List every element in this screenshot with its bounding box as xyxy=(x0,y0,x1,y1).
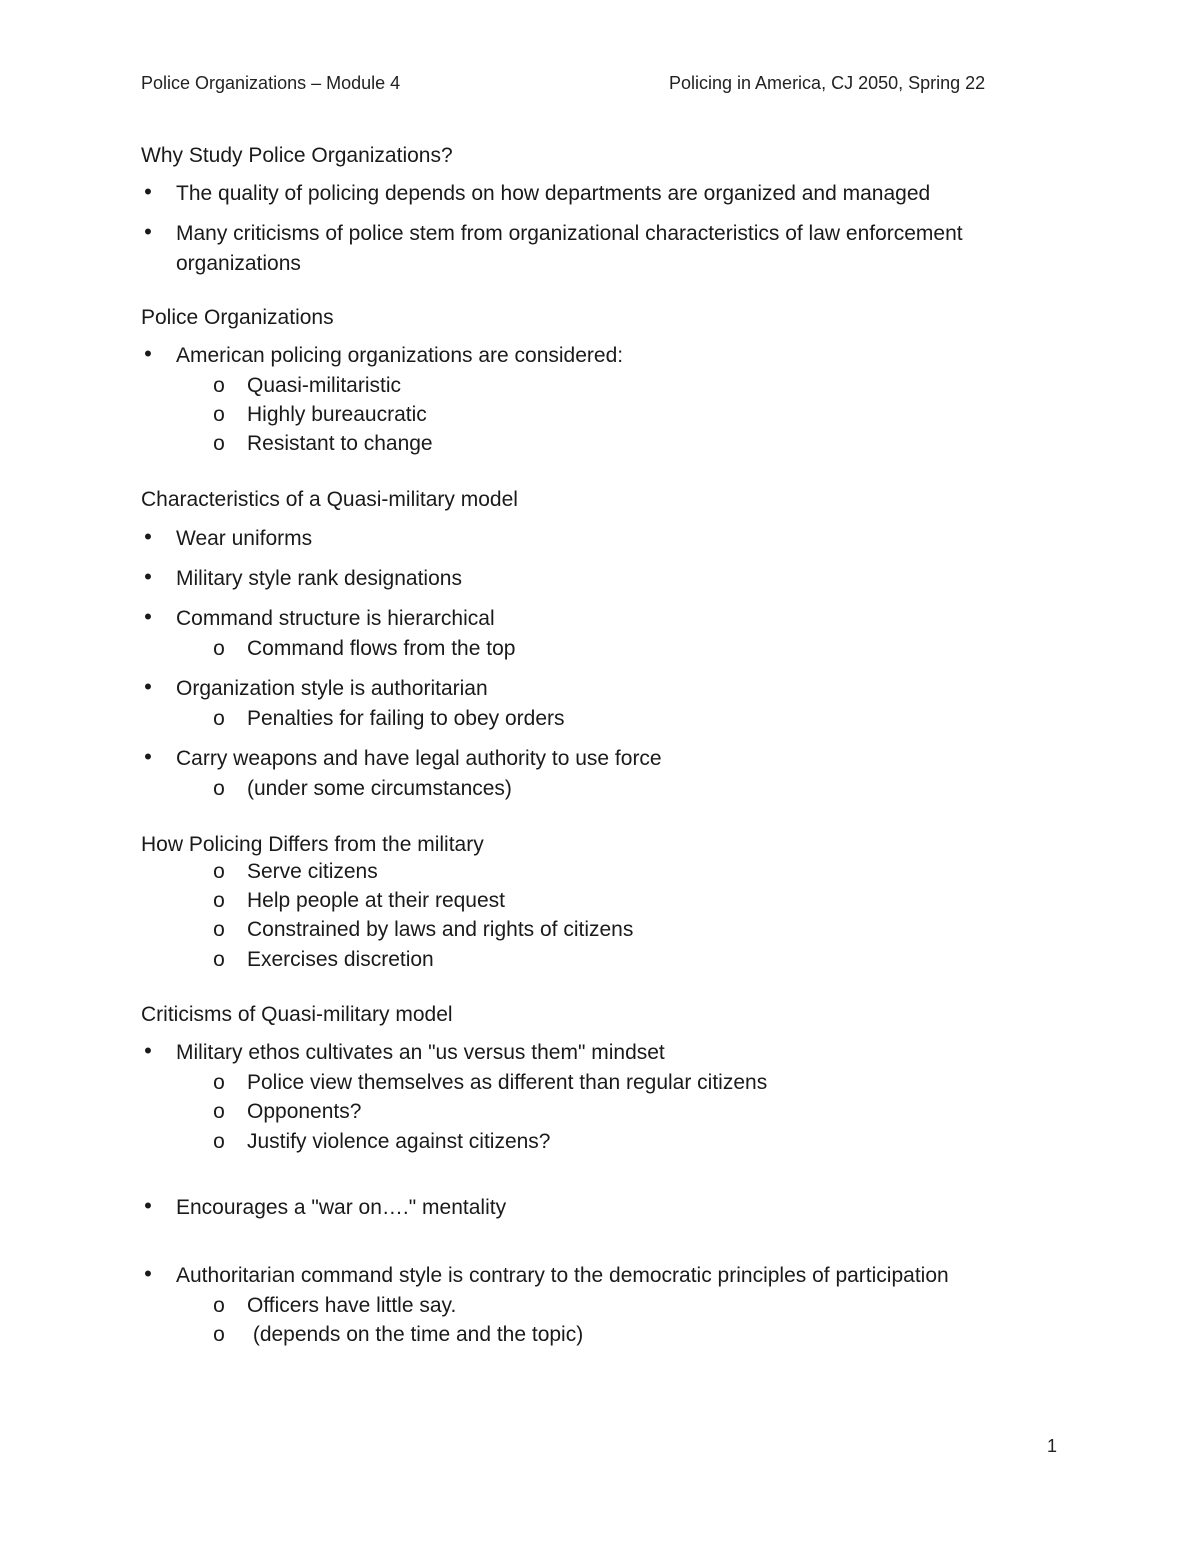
sub-marker: o xyxy=(213,860,225,883)
bullet-marker: • xyxy=(144,744,152,769)
sub-text: Command flows from the top xyxy=(247,637,516,660)
sub-marker: o xyxy=(213,1294,225,1317)
section-heading: How Policing Differs from the military xyxy=(141,833,484,856)
bullet-text: Wear uniforms xyxy=(176,527,313,550)
sub-text: Police view themselves as different than regular citizens xyxy=(247,1071,768,1094)
bullet-text: Organization style is authoritarian xyxy=(176,677,488,700)
sub-text: Constrained by laws and rights of citizens xyxy=(247,918,634,941)
bullet-text: Many criticisms of police stem from organizational characteristics of law enforcement xyxy=(176,222,963,245)
sub-marker: o xyxy=(213,948,225,971)
sub-text: (depends on the time and the topic) xyxy=(247,1323,584,1346)
sub-text: Penalties for failing to obey orders xyxy=(247,707,565,730)
page-number: 1 xyxy=(1047,1436,1058,1456)
sub-text: Exercises discretion xyxy=(247,948,434,971)
bullet-text-continued: organizations xyxy=(176,252,301,275)
sub-text: (under some circumstances) xyxy=(247,777,512,800)
bullet-text: Carry weapons and have legal authority to use force xyxy=(176,747,662,770)
sub-marker: o xyxy=(213,374,225,397)
sub-marker: o xyxy=(213,637,225,660)
sub-marker: o xyxy=(213,889,225,912)
sub-text: Quasi-militaristic xyxy=(247,374,402,397)
bullet-marker: • xyxy=(144,179,152,204)
bullet-marker: • xyxy=(144,341,152,366)
bullet-marker: • xyxy=(144,604,152,629)
sub-text: Officers have little say. xyxy=(247,1294,457,1317)
section-heading: Characteristics of a Quasi-military model xyxy=(141,488,518,511)
header-right: Policing in America, CJ 2050, Spring 22 xyxy=(669,73,986,93)
section-heading: Police Organizations xyxy=(141,306,334,329)
sub-marker: o xyxy=(213,707,225,730)
bullet-text: Authoritarian command style is contrary to the democratic principles of participation xyxy=(176,1264,949,1287)
bullet-text: Encourages a "war on…." mentality xyxy=(176,1196,507,1219)
sub-marker: o xyxy=(213,1100,225,1123)
sub-text: Resistant to change xyxy=(247,432,433,455)
sub-text: Serve citizens xyxy=(247,860,378,883)
sub-text: Highly bureaucratic xyxy=(247,403,427,426)
header-left: Police Organizations – Module 4 xyxy=(141,73,401,93)
section-heading: Why Study Police Organizations? xyxy=(141,144,453,167)
bullet-text: Military ethos cultivates an "us versus them" mindset xyxy=(176,1041,665,1064)
sub-marker: o xyxy=(213,918,225,941)
sub-marker: o xyxy=(213,1071,225,1094)
bullet-text: The quality of policing depends on how departments are organized and managed xyxy=(176,182,931,205)
bullet-text: Military style rank designations xyxy=(176,567,462,590)
bullet-marker: • xyxy=(144,564,152,589)
bullet-text: American policing organizations are considered: xyxy=(176,344,624,367)
section-heading: Criticisms of Quasi-military model xyxy=(141,1003,453,1026)
bullet-marker: • xyxy=(144,1261,152,1286)
bullet-marker: • xyxy=(144,1038,152,1063)
bullet-marker: • xyxy=(144,219,152,244)
sub-text: Opponents? xyxy=(247,1100,362,1123)
sub-text: Justify violence against citizens? xyxy=(247,1130,551,1153)
bullet-marker: • xyxy=(144,1193,152,1218)
bullet-text: Command structure is hierarchical xyxy=(176,607,495,630)
sub-marker: o xyxy=(213,403,225,426)
sub-marker: o xyxy=(213,777,225,800)
bullet-marker: • xyxy=(144,674,152,699)
sub-text: Help people at their request xyxy=(247,889,505,912)
bullet-marker: • xyxy=(144,524,152,549)
sub-marker: o xyxy=(213,432,225,455)
sub-marker: o xyxy=(213,1130,225,1153)
sub-marker: o xyxy=(213,1323,225,1346)
